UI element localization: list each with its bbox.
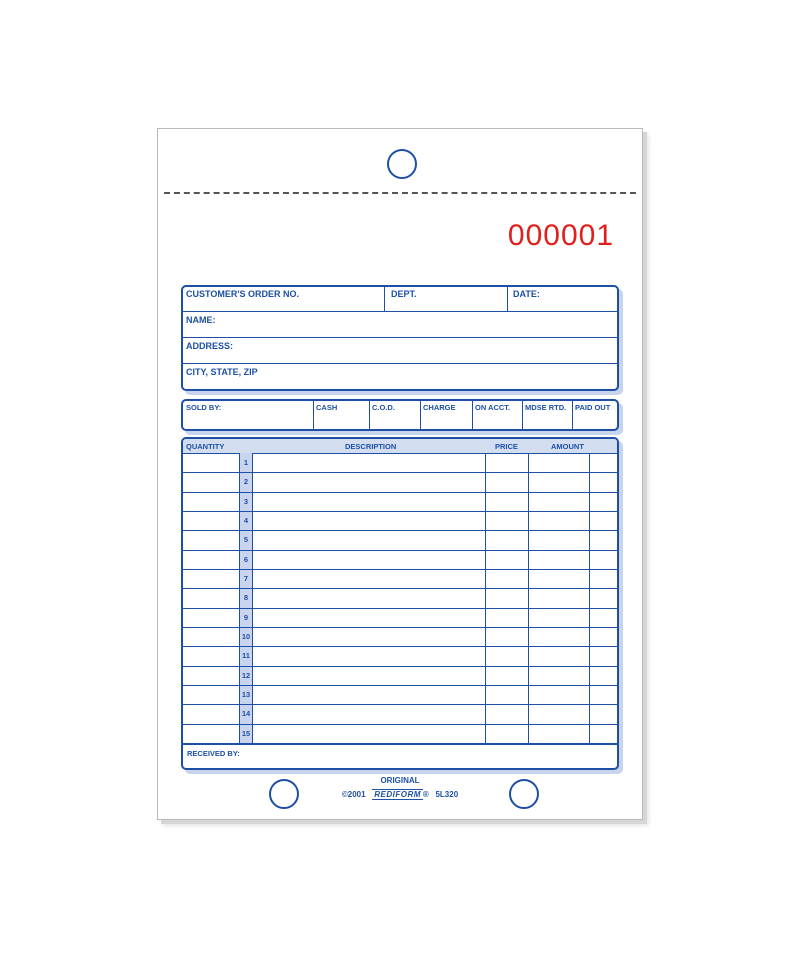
line-number: 8	[243, 593, 249, 603]
table-row-line	[183, 472, 617, 473]
line-number: 9	[243, 612, 249, 622]
date-label: DATE:	[513, 289, 540, 299]
line-number: 11	[242, 651, 250, 661]
received-by-divider	[183, 743, 617, 745]
table-row-line	[183, 724, 617, 725]
line-number: 4	[243, 516, 249, 525]
sold-by-label: SOLD BY:	[186, 403, 222, 412]
line-number: 2	[243, 477, 249, 487]
customer-info-box	[181, 285, 619, 391]
divider	[472, 401, 473, 429]
price-divider	[528, 453, 529, 743]
registered-mark: ®	[422, 790, 429, 799]
line-number: 13	[241, 690, 251, 699]
table-row-line	[183, 569, 617, 570]
table-row-line	[183, 530, 617, 531]
dept-label: DEPT.	[391, 289, 417, 299]
line-number-column	[239, 453, 253, 743]
cash-label: CASH	[316, 403, 338, 412]
quantity-header: QUANTITY	[186, 442, 225, 451]
divider	[313, 401, 314, 429]
cents-divider	[589, 453, 590, 743]
payment-info-box	[181, 399, 619, 431]
table-row-line	[183, 608, 617, 609]
mdse-rtd-label: MDSE RTD.	[525, 403, 567, 412]
line-number: 6	[243, 554, 249, 564]
line-number: 3	[243, 496, 249, 506]
divider	[522, 401, 523, 429]
received-by-label: RECEIVED BY:	[187, 749, 240, 758]
table-row-line	[183, 550, 617, 551]
divider	[384, 287, 385, 311]
copy-label: ORIGINAL	[380, 776, 420, 785]
address-label: ADDRESS:	[186, 341, 234, 351]
cod-label: C.O.D.	[372, 403, 395, 412]
form-imprint	[158, 789, 642, 800]
divider	[183, 363, 617, 364]
line-number: 1	[243, 458, 249, 467]
table-row-line	[183, 588, 617, 589]
items-table	[181, 437, 619, 770]
divider	[420, 401, 421, 429]
line-number: 12	[241, 670, 251, 680]
line-number: 15	[241, 728, 251, 738]
line-number: 5	[243, 535, 249, 545]
divider	[572, 401, 573, 429]
table-row-line	[183, 646, 617, 647]
table-row-line	[183, 492, 617, 493]
customer-order-no-label: CUSTOMER'S ORDER NO.	[186, 289, 299, 299]
description-header: DESCRIPTION	[345, 442, 397, 451]
charge-label: CHARGE	[423, 403, 456, 412]
city-state-zip-label: CITY, STATE, ZIP	[186, 367, 258, 377]
sales-order-form	[157, 128, 643, 820]
description-divider	[485, 453, 486, 743]
line-number: 10	[241, 632, 251, 641]
copyright: ©2001	[341, 790, 366, 799]
form-code: 5L320	[435, 790, 459, 799]
divider	[369, 401, 370, 429]
on-acct-label: ON ACCT.	[475, 403, 511, 412]
perforation-line	[164, 192, 636, 194]
table-row-line	[183, 511, 617, 512]
line-number: 7	[243, 574, 249, 583]
binding-hole-top	[387, 149, 417, 179]
rediform-logo: REDIFORM	[374, 790, 421, 799]
table-row-line	[183, 666, 617, 667]
divider	[507, 287, 508, 311]
line-number: 14	[241, 709, 251, 719]
name-label: NAME:	[186, 315, 216, 325]
paid-out-label: PAID OUT	[575, 403, 611, 412]
divider	[183, 311, 617, 312]
amount-header: AMOUNT	[551, 442, 584, 451]
price-header: PRICE	[495, 442, 518, 451]
table-row-line	[183, 685, 617, 686]
table-row-line	[183, 627, 617, 628]
table-row-line	[183, 704, 617, 705]
divider	[183, 337, 617, 338]
serial-number: 000001	[507, 219, 614, 252]
